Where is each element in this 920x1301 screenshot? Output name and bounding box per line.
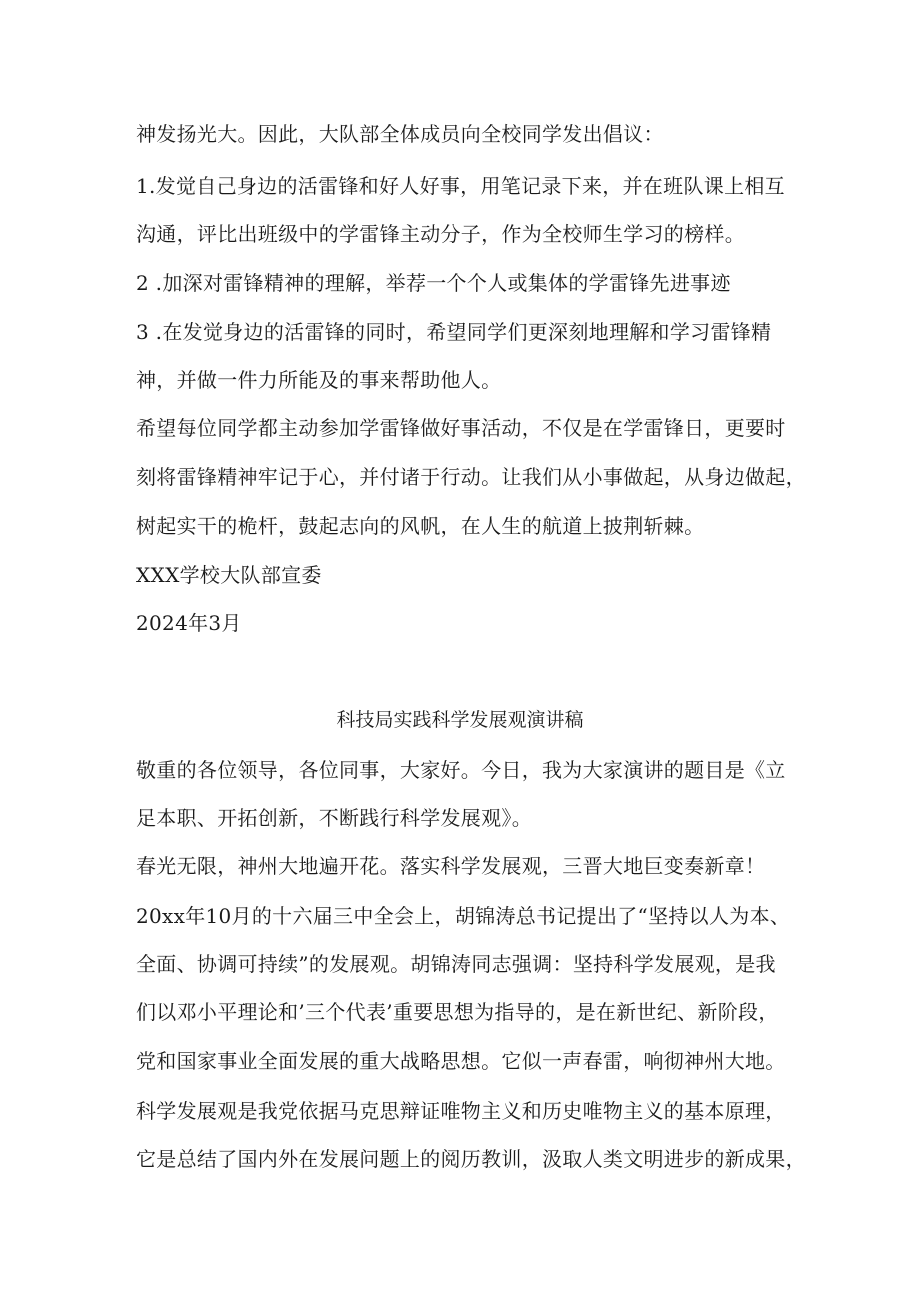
speech-paragraph-1-cont: 足本职、开拓创新，不断践行科学发展观》。 (136, 806, 532, 830)
closing-paragraph-cont: 刻将雷锋精神牢记于心，并付诸于行动。让我们从小事做起，从身边做起， (136, 465, 806, 489)
speech-paragraph-2: 春光无限，神州大地遍开花。落实科学发展观，三晋大地巨变奏新章！ (136, 854, 766, 878)
paragraph-line: 神发扬光大。因此，大队部全体成员向全校同学发出倡议： (136, 122, 664, 146)
speech-paragraph-2-cont: 全面、协调可持续”的发展观。胡锦涛同志强调：坚持科学发展观，是我 (136, 952, 776, 976)
closing-paragraph-cont: 树起实干的桅杆，鼓起志向的风帆，在人生的航道上披荆斩棘。 (136, 514, 705, 538)
speech-paragraph-2-cont: 党和国家事业全面发展的重大战略思想。它似一声春雷，响彻神州大地。 (136, 1049, 786, 1073)
speech-paragraph-2-cont: 20xx年10月的十六届三中全会上，胡锦涛总书记提出了“坚持以人为本、 (136, 904, 791, 928)
speech-paragraph-1: 敬重的各位领导，各位同事，大家好。今日，我为大家演讲的题目是《立 (136, 758, 786, 782)
speech-paragraph-3-cont: 它是总结了国内外在发展问题上的阅历教训，汲取人类文明进步的新成果， (136, 1147, 806, 1171)
speech-paragraph-3: 科学发展观是我党依据马克思辩证唯物主义和历史唯物主义的基本原理， (136, 1099, 786, 1123)
proposal-item-1: 1.发觉自己身边的活雷锋和好人好事，用笔记录下来，并在班队课上相互 (136, 174, 785, 198)
proposal-item-3: 3 .在发觉身边的活雷锋的同时，希望同学们更深刻地理解和学习雷锋精 (136, 320, 772, 344)
closing-paragraph: 希望每位同学都主动参加学雷锋做好事活动，不仅是在学雷锋日，更要时 (136, 416, 786, 440)
proposal-item-3-cont: 神，并做一件力所能及的事来帮助他人。 (136, 368, 502, 392)
signature: XXX学校大队部宣委 (136, 563, 322, 587)
proposal-item-2: 2 .加深对雷锋精神的理解，举荐一个个人或集体的学雷锋先进事迹 (136, 271, 731, 295)
speech-paragraph-2-cont: 们以邓小平理论和’三个代表’重要思想为指导的，是在新世纪、新阶段， (136, 1000, 779, 1024)
speech-title: 科技局实践科学发展观演讲稿 (336, 709, 584, 731)
proposal-item-1-cont: 沟通，评比出班级中的学雷锋主动分子，作为全校师生学习的榜样。 (136, 222, 745, 246)
date: 2024年3月 (136, 611, 242, 635)
